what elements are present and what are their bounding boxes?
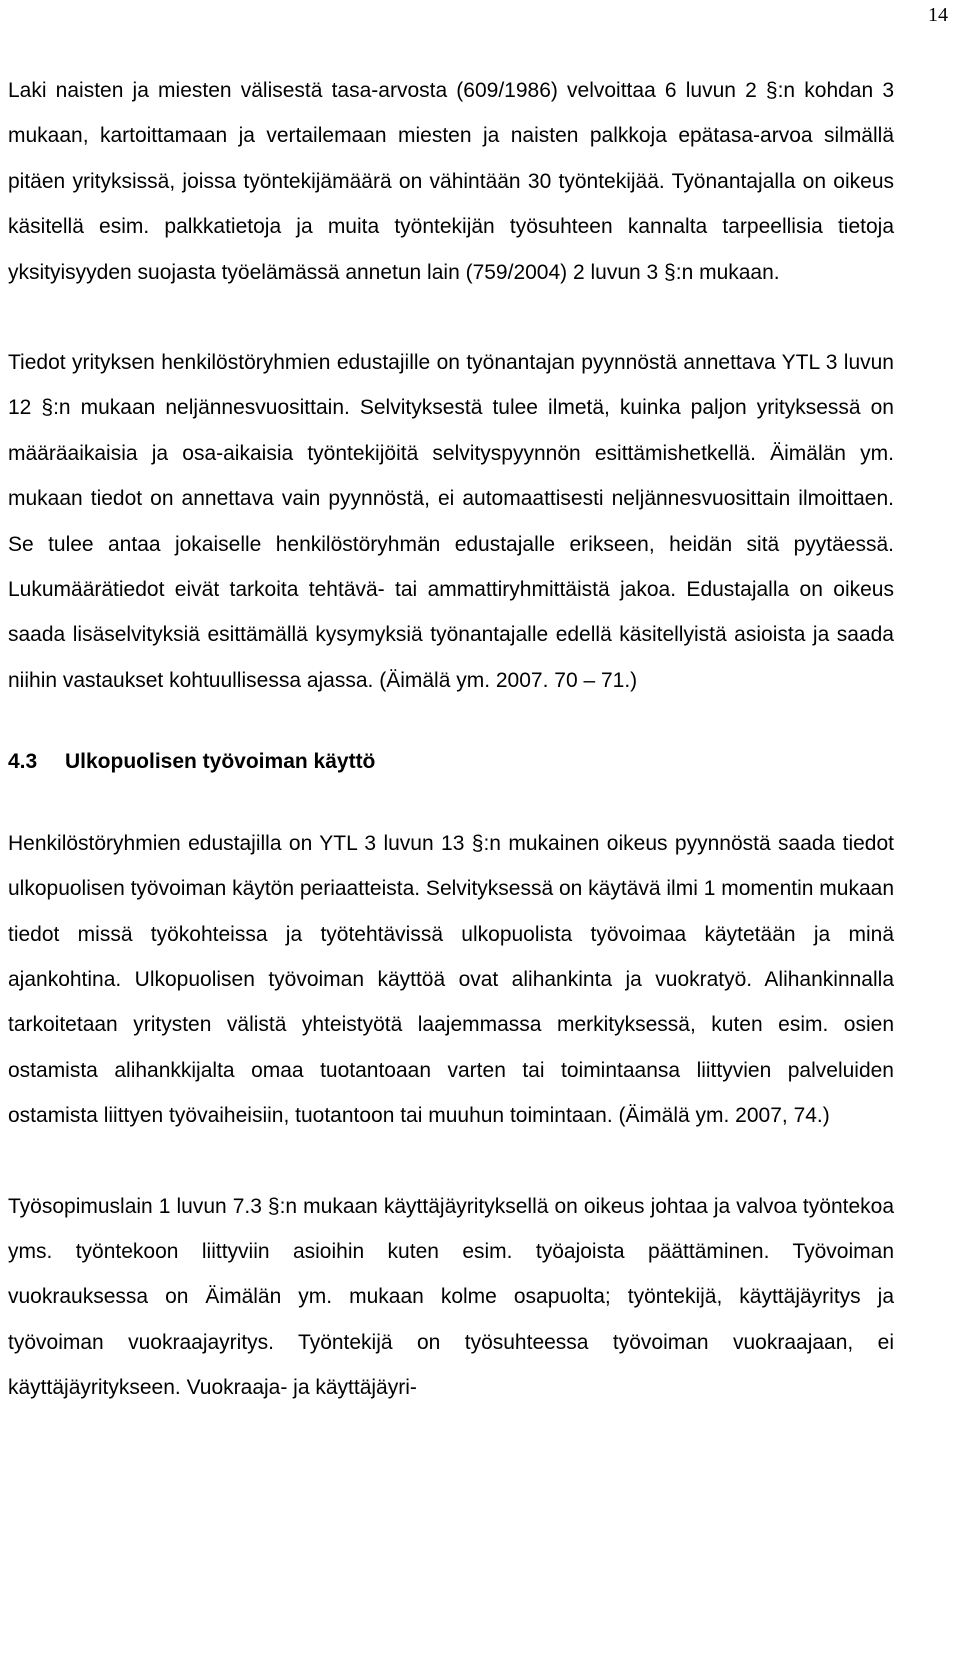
paragraph-personnel-info: Tiedot yrityksen henkilöstöryhmien edustajille on työnantajan pyynnöstä annettava YTL 3 luvun 12 §:n mukaan neljännesvuosittain. Selvityksestä tulee ilmetä, kuinka paljon yrityksessä on määräaikaisia ja osa-aikaisia työntekijöitä selvityspyynnön esittämishetkellä. Äimälän ym. mukaan tiedot on annettava vain pyynnöstä, ei automaattisesti neljännesvuosittain ilmoittaen. Se tulee antaa jokaiselle henkilöstöryhmän edustajalle erikseen, heidän sitä pyytäessä. Lukumäärätiedot eivät tarkoita tehtävä- tai ammattiryhmittäistä jakoa. Edustajalla on oikeus saada lisäselvityksiä esittämällä kysymyksiä työnantajalle edellä käsitellyistä asioista ja saada niihin vastaukset kohtuullisessa ajassa. (Äimälä ym. 2007. 70 – 71.) — [8, 351, 894, 692]
heading-gap — [8, 703, 894, 739]
paragraph-gap — [8, 1139, 894, 1184]
page-number: 14 — [928, 4, 948, 26]
paragraph-employment-contract-act: Työsopimuslain 1 luvun 7.3 §:n mukaan käyttäjäyrityksellä on oikeus johtaa ja valvoa työntekoa yms. työntekoon liittyviin asioihin kuten esim. työajoista päättäminen. Työvoiman vuokrauksessa on Äimälän ym. mukaan kolme osapuolta; työntekijä, käyttäjäyritys ja työvoiman vuokraajayritys. Työntekijä on työsuhteessa työvoiman vuokraajaan, ei käyttäjäyritykseen. Vuokraaja- ja käyttäjäyri- — [8, 1194, 894, 1400]
paragraph-gap — [8, 295, 894, 340]
section-heading — [8, 739, 894, 784]
document-body — [8, 68, 894, 1411]
paragraph-equality-act: Laki naisten ja miesten välisestä tasa-arvosta (609/1986) velvoittaa 6 luvun 2 §:n kohdan 3 mukaan, kartoittamaan ja vertailemaan miesten ja naisten palkkoja epätasa-arvoa silmällä pitäen yrityksissä, joissa työntekijämäärä on vähintään 30 työntekijää. Työnantajalla on oikeus käsitellä esim. palkkatietoja ja muita työntekijän työsuhteen kannalta tarpeellisia tietoja yksityisyyden suojasta työelämässä annetun lain (759/2004) 2 luvun 3 §:n mukaan. — [8, 79, 894, 284]
section-number: 4.3 — [8, 750, 38, 774]
heading-gap — [8, 785, 894, 821]
section-title: Ulkopuolisen työvoiman käyttö — [65, 750, 376, 774]
paragraph-external-workforce: Henkilöstöryhmien edustajilla on YTL 3 luvun 13 §:n mukainen oikeus pyynnöstä saada tiedot ulkopuolisen työvoiman käytön periaatteista. Selvityksessä on käytävä ilmi 1 momentin mukaan tiedot missä työkohteissa ja työtehtävissä ulkopuolista työvoimaa käytetään ja minä ajankohtina. Ulkopuolisen työvoiman käyttöä ovat alihankinta ja vuokratyö. Alihankinnalla tarkoitetaan yritysten välistä yhteistyötä laajemmassa merkityksessä, kuten esim. osien ostamista alihankkijalta omaa tuotantoaan varten tai toimintaansa liittyvien palveluiden ostamista liittyen työvaiheisiin, tuotantoon tai muuhun toimintaan. (Äimälä ym. 2007, 74.) — [8, 831, 894, 1128]
